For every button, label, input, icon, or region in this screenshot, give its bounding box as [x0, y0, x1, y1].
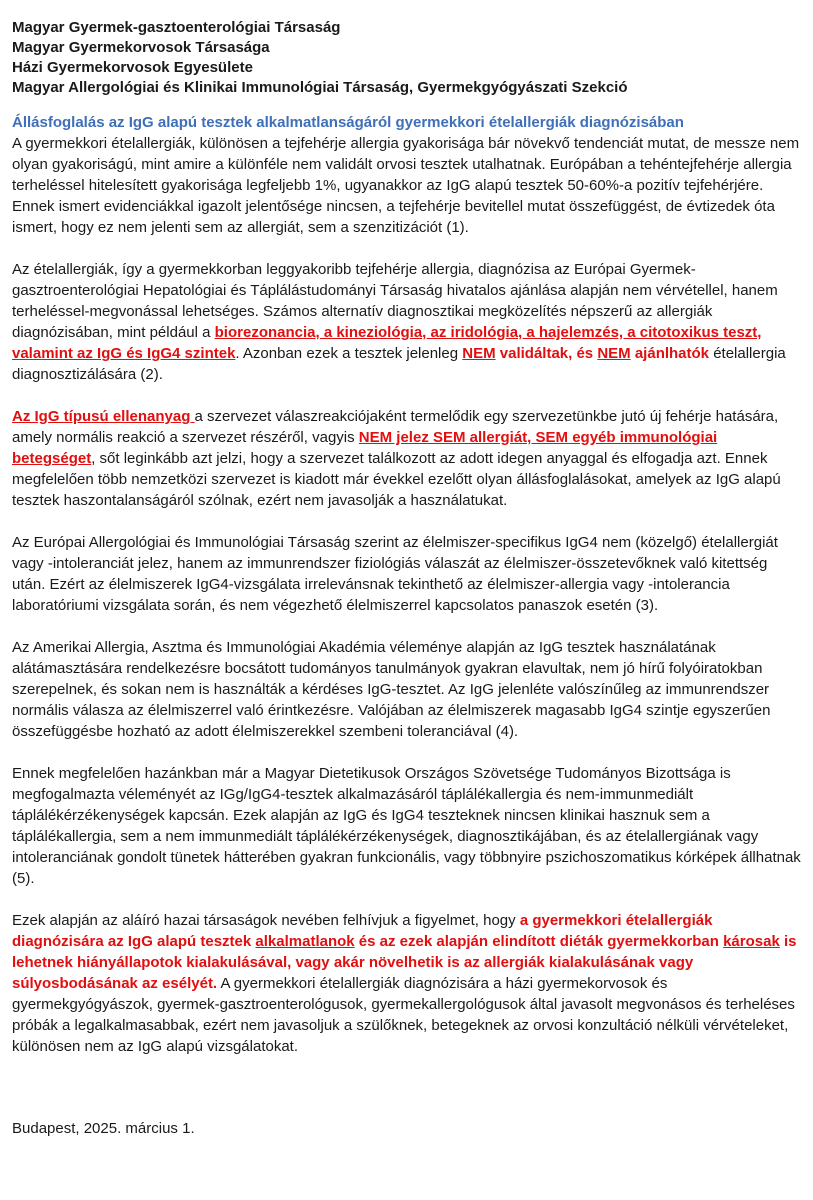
statement-title: Állásfoglalás az IgG alapú tesztek alkalmatlanságáról gyermekkori ételallergiák diagnózisában: [12, 114, 684, 131]
paragraph-dietitians: Ennek megfelelően hazánkban már a Magyar Dietetikusok Országos Szövetsége Tudományos Bizottsága is megfogalmazta véleményét az IGg/IgG4-tesztek alkalmazásáról táplálékallergia és nem-immunmediált táplálékérzékenységek kapcsán. Ezek alapján az IgG és IgG4 teszteknek nincsen klinikai hasznuk sem a táplálékallergia, sem a nem immunmediált táplálékérzékenységek, diagnosztikájában, és az ételallergiának vagy intoleranciának gondolt tünetek hátterében gyakran funkcionális, vagy többnyire pszichoszomatikus kórképek állhatnak (5).: [12, 765, 801, 887]
not-emphasis: NEM: [597, 345, 631, 362]
org-line: Házi Gyermekorvosok Egyesülete: [12, 59, 253, 76]
paragraph-eaaci: Az Európai Allergológiai és Immunológiai Társaság szerint az élelmiszer-specifikus IgG4 nem (közelgő) ételallergiát vagy -intoleranciát jelez, hanem az immunrendszer fiziológiás válaszát az élelmiszer-összetevőknek való kitettség után. Ezért az élelmiszerek IgG4-vizsgálata irrelevánsnak tekinthető az élelmiszer-allergia vagy -intolerancia laboratóriumi vizsgálata során, és nem végezhető élelmiszerrel kapcsolatos panaszok esetén (3).: [12, 534, 778, 614]
org-line: Magyar Allergológiai és Klinikai Immunológiai Társaság, Gyermekgyógyászati Szekció: [12, 79, 628, 96]
place-and-date: Budapest, 2025. március 1.: [12, 1120, 195, 1137]
conclusion-highlight: a gyermekkori ételallergiák diagnózisára az IgG alapú tesztek: [12, 912, 713, 950]
org-line: Magyar Gyermekorvosok Társasága: [12, 39, 270, 56]
organizations-header: [12, 18, 801, 98]
paragraph-aaaai: Az Amerikai Allergia, Asztma és Immunológiai Akadémia véleménye alapján az IgG tesztek használatának alátámasztására rendelkezésre bocsátott tudományos tanulmányok gyakran elavultak, nem jó hírű folyóiratokban szerepelnek, és sokan nem is használták a kérdéses IgG-tesztet. Az IgG jelenléte valószínűleg az immunrendszer normális válasza az élelmiszerrel való érintkezésre. Valójában az élelmiszerek magasabb IgG4 szintje egyszerűen összefüggésbe hozható az adott élelmiszerekkel szembeni toleranciával (4).: [12, 639, 771, 740]
unsuitable-emphasis: alkalmatlanok: [255, 933, 355, 950]
paragraph-conclusion: Ezek alapján az aláíró hazai társaságok nevében felhívjuk a figyelmet, hogy a gyermekkori ételallergiák diagnózisára az IgG alapú tesztek alkalmatlanok és az ezek alapján elindított diéták gyermekkorban károsak is lehetnek hiányállapotok kialakulásával, vagy akár növelhetik is az allergiák kialakulásának vagy súlyosbodásának az esélyét. A gyermekkori ételallergiák diagnózisára a házi gyermekorvosok és gyermekgyógyászok, gyermek-gasztroenterológusok, gyermekallergológusok által javasolt megvonásos és terheléses próbák a legalkalmasabbak, ezért nem javasoljuk a szülőknek, betegeknek az orvosi konzultáció nélküli vérvételeket, különösen nem az IgG alapú vizsgálatokat.: [12, 912, 797, 1055]
harmful-emphasis: károsak: [723, 933, 780, 950]
paragraph-igg-antibody: Az IgG típusú ellenanyag a szervezet válaszreakciójaként termelődik egy szervezetünkbe jutó új fehérje hatására, amely normális reakció a szervezet részéről, vagyis NEM jelez SEM allergiát, SEM egyéb immunológiai betegséget, sőt leginkább azt jelzi, hogy a szervezet találkozott az adott idegen anyaggal és elfogadja azt. Ennek megfelelően több nemzetközi szervezet is kiadott már évekkel ezelőtt olyan állásfoglalásokat, amelyek az IgG alapú tesztek haszontalanságáról szólnak, ezért nem javasolják a használatukat.: [12, 408, 781, 509]
alternative-methods-highlight: biorezonancia, a kineziológia, az iridológia, a hajelemzés, a citotoxikus teszt, valamint az IgG és IgG4 szintek: [12, 324, 762, 362]
paragraph-diagnosis: Az ételallergiák, így a gyermekkorban leggyakoribb tejfehérje allergia, diagnózisa az Európai Gyermek-gasztroenterológiai Hepatológiai és Táplálástudományi Társaság hivatalos ajánlása alapján nem vérvétellel, hanem terheléssel-megvonással lehetséges. Számos alternatív diagnosztikai megközelítés népszerű az allergiák diagnózisában, mint például a biorezonancia, a kineziológia, az iridológia, a hajelemzés, a citotoxikus teszt, valamint az IgG és IgG4 szintek. Azonban ezek a tesztek jelenleg NEM validáltak, és NEM ajánlhatók ételallergia diagnosztizálására (2).: [12, 261, 786, 383]
not-emphasis: NEM: [462, 345, 496, 362]
igg-antibody-highlight: Az IgG típusú ellenanyag: [12, 408, 195, 425]
org-line: Magyar Gyermek-gasztoenterológiai Társaság: [12, 19, 341, 36]
no-allergy-highlight: NEM jelez SEM allergiát, SEM egyéb immunológiai betegséget: [12, 429, 718, 467]
paragraph-prevalence: A gyermekkori ételallergiák, különösen a tejfehérje allergia gyakorisága bár növekvő tendenciát mutat, de messze nem olyan gyakoriságú, mint amire a különféle nem validált orvosi tesztek utalhatnak. Európában a tehéntejfehérje allergia terheléssel hitelesített gyakorisága legfeljebb 1%, ugyanakkor az IgG alapú tesztek 50-60%-a pozitív tejfehérjére. Ennek ismert evidenciákkal igazolt jelentősége nincsen, a tejfehérje bevitellel mutat összefüggést, de évtizedek óta ismert, hogy ez nem jelenti sem az allergiát, sem a szenzitizációt (1).: [12, 135, 800, 236]
